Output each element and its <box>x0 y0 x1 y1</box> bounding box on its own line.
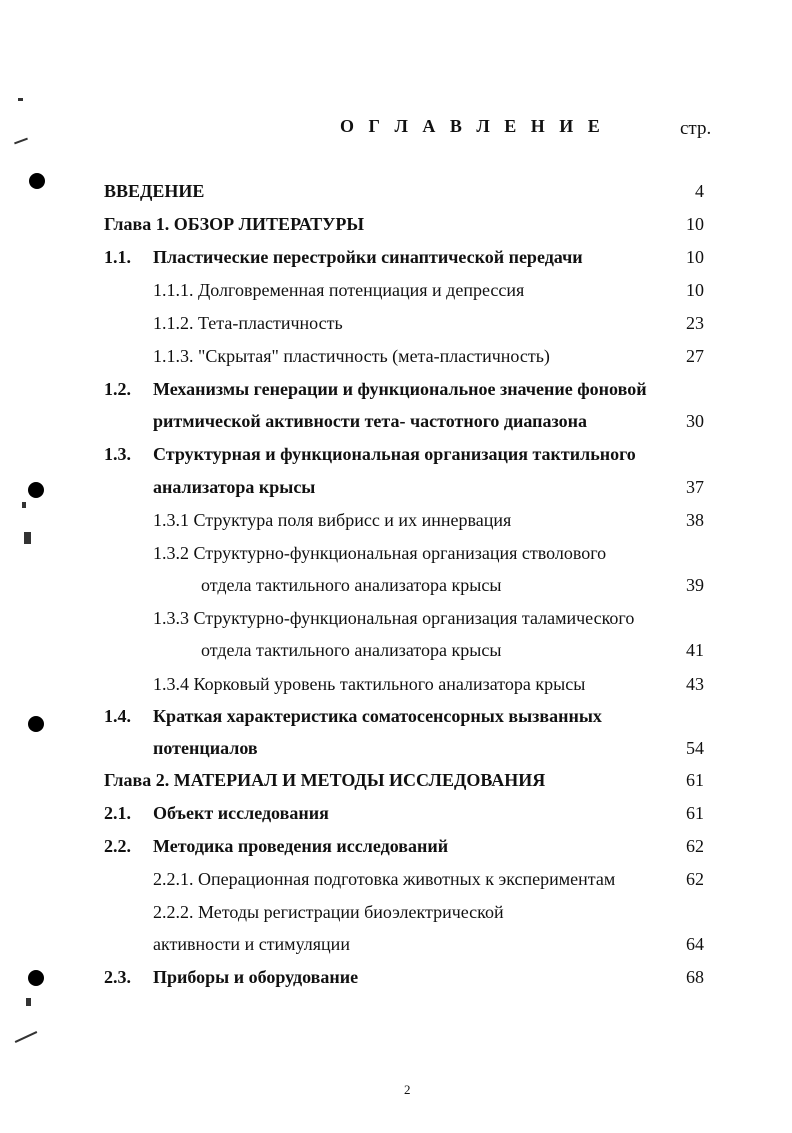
toc-entry: 1.3.3 Структурно-функциональная организация таламического <box>153 608 635 628</box>
toc-entry: 1.3.2 Структурно-функциональная организация стволового <box>153 543 607 563</box>
toc-entry: ритмической активности тета- частотного диапазона 30 <box>153 411 704 431</box>
toc-entry: 1.4. Краткая характеристика соматосенсорных вызванных <box>104 706 602 726</box>
toc-entry: 2.3. Приборы и оборудование 68 <box>104 967 704 987</box>
toc-entry: Глава 2. МАТЕРИАЛ И МЕТОДЫ ИССЛЕДОВАНИЯ 61 <box>104 770 704 790</box>
scan-mark <box>18 98 23 101</box>
scan-mark <box>14 138 28 145</box>
toc-entry: анализатора крысы 37 <box>153 477 704 497</box>
toc-entry: отдела тактильного анализатора крысы 39 <box>201 575 704 595</box>
toc-entry: 1.2. Механизмы генерации и функциональное значение фоновой <box>104 379 647 399</box>
toc-entry: Глава 1. ОБЗОР ЛИТЕРАТУРЫ 10 <box>104 214 704 234</box>
toc-entry: 1.1.1. Долговременная потенциация и депрессия 10 <box>153 280 704 300</box>
toc-entry: 1.3.4 Корковый уровень тактильного анализатора крысы 43 <box>153 674 704 694</box>
toc-entry: 1.1. Пластические перестройки синаптической передачи 10 <box>104 247 704 267</box>
scan-mark <box>15 1031 38 1043</box>
toc-entry: 2.2.2. Методы регистрации биоэлектрической <box>153 902 504 922</box>
toc-entry: 1.1.3. "Скрытая" пластичность (мета-пластичность) 27 <box>153 346 704 366</box>
toc-entry: 1.1.2. Тета-пластичность 23 <box>153 313 704 333</box>
toc-entry: отдела тактильного анализатора крысы 41 <box>201 640 704 660</box>
toc-entry: потенциалов 54 <box>153 738 704 758</box>
toc-entry: 1.3.1 Структура поля вибрисс и их иннервация 38 <box>153 510 704 530</box>
scan-mark <box>26 998 31 1006</box>
page-column-label: стр. <box>680 118 712 139</box>
page-title: О Г Л А В Л Е Н И Е <box>340 116 605 136</box>
toc-entry: активности и стимуляции 64 <box>153 934 704 954</box>
toc-entry: ВВЕДЕНИЕ 4 <box>104 181 704 201</box>
toc-entry: 2.2.1. Операционная подготовка животных к экспериментам 62 <box>153 869 704 889</box>
toc-entry: 2.2. Методика проведения исследований 62 <box>104 836 704 856</box>
toc-entry: 1.3. Структурная и функциональная организация тактильного <box>104 444 636 464</box>
page-number: 2 <box>404 1082 411 1097</box>
toc-entry: 2.1. Объект исследования 61 <box>104 803 704 823</box>
